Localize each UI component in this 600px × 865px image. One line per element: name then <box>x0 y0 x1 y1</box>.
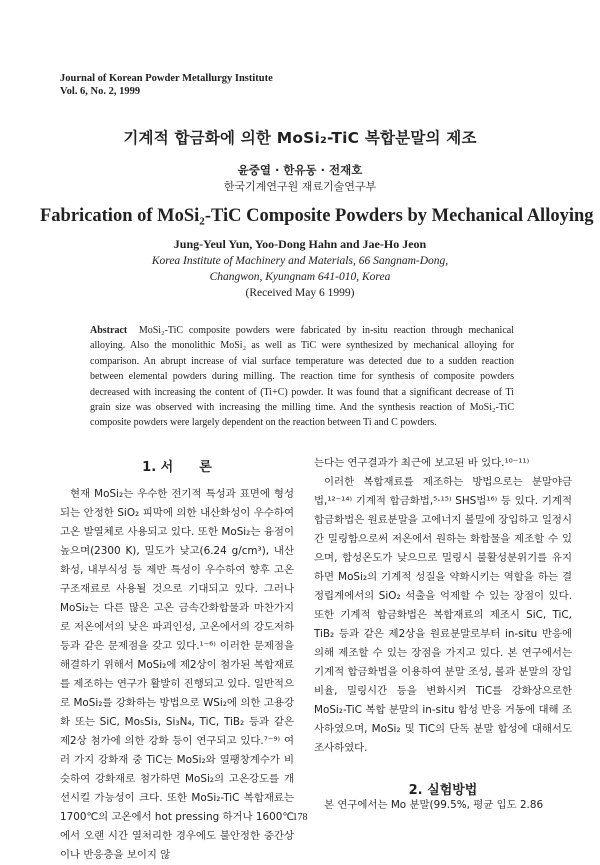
journal-name: Journal of Korean Powder Metallurgy Institute <box>60 73 273 84</box>
english-title: Fabrication of MoSi₂-TiC Composite Powders by Mechanical Alloying <box>40 206 594 226</box>
affiliation-line-2: Changwon, Kyungnam 641-010, Korea <box>209 271 391 283</box>
affiliation-line-1: Korea Institute of Machinery and Materials, 66 Sangnam-Dong, <box>151 255 449 267</box>
section-1-right-top: 는다는 연구결과가 최근에 보고된 바 있다.¹⁰⁻¹¹⁾ <box>314 457 530 469</box>
abstract-text: MoSi₂-TiC composite powders were fabricated by in-situ reaction through mechanical alloying. Also the monolithic MoSi₂ as well as TiC were synthesized by mechanical alloying for comparison. An abrupt increase of vial surface temperature was detected due to a sudden reaction between elemental powders during milling. The reaction time for synthesis of composite powders decreased with increasing the content of (Ti+C) powder. It was found that a significant decrease of Ti grain size was observed with increasing the milling time. And the synthesis reaction of MoSi₂-TiC composite powders were largely dependent on the reaction between Ti and C powders. <box>90 325 514 429</box>
section-2-title: 2. 실험방법 <box>408 783 478 798</box>
received-date: (Received May 6 1999) <box>245 287 355 299</box>
english-affiliation <box>40 253 560 285</box>
korean-title: 기계적 합금화에 의한 MoSi₂-TiC 복합분말의 제조 <box>123 129 477 147</box>
korean-affiliation: 한국기계연구원 재료기술연구부 <box>223 180 377 193</box>
section-1-title: 1. 서 론 <box>142 460 212 475</box>
section-1-right-text: 이러한 복합재료를 제조하는 방법으로는 분말야금법,¹²⁻¹⁴⁾ 기계적 합금화법,⁵·¹⁵⁾ SHS법¹⁶⁾ 등 있다. 기계적 합금화법은 원료분말을 고에너지 볼밀에 장입하고 일정시간 밀링함으로써 저온에서 원하는 화합물을 제조할 수 있으며, 합성온도가 낮으므로 밀링시 불활성분위기를 유지하면 MoSi₂의 기계적 성질을 약화시키는 역할을 하는 결정립계에서의 SiO₂ 석출을 억제할 수 있는 장점이 있다. 또한 기계적 합금화법은 복합재료의 제조시 SiC, TiC, TiB₂ 등과 같은 제2상을 원료분말로부터 in-situ 반응에 의해 제조할 수 있는 장점을 가지고 있다. 본 연구에서는 기계적 합금화법을 이용하여 분말 조성, 볼과 분말의 장입비율, 밀링시간 등을 변화시켜 TiC를 강화상으로한 MoSi₂-TiC 복합 분말의 in-situ 합성 반응 거동에 대해 조사하였으며, MoSi₂ 및 TiC의 단독 분말 합성에 대해서도 조사하였다. <box>314 476 572 754</box>
journal-volume: Vol. 6, No. 2, 1999 <box>60 86 141 97</box>
page-number: 178 <box>292 812 308 823</box>
abstract <box>90 323 514 431</box>
section-2-text: 본 연구에서는 Mo 분말(99.5%, 평균 입도 2.86 <box>324 799 544 811</box>
english-authors: Jung-Yeul Yun, Yoo-Dong Hahn and Jae-Ho Jeon <box>173 237 427 251</box>
section-1-left-text: 현재 MoSi₂는 우수한 전기적 특성과 표면에 형성되는 안정한 SiO₂ 피막에 의한 내산화성이 우수하여 고온 발열체로 사용되고 있다. 또한 MoSi₂는 융점이 높으며(2300 K), 밀도가 낮고(6.24 g/cm³), 내산화성, 내부식성 등 제반 특성이 우수하여 향후 고온 구조재료로 사용될 것으로 기대되고 있다. 그러나 MoSi₂는 다른 많은 고온 금속간화합물과 마찬가지로 저온에서의 낮은 파괴인성, 고온에서의 강도저하 등과 같은 문제점을 갖고 있다.¹⁻⁶⁾ 이러한 문제점을 해결하기 위해서 MoSi₂에 제2상이 첨가된 복합재료를 제조하는 연구가 활발히 진행되고 있다. 일반적으로 MoSi₂를 강화하는 방법으로 WSi₂에 의한 고용강화 또는 SiC, Mo₅Si₃, Si₃N₄, TiC, TiB₂ 등과 같은 제2상 첨가에 의한 강화 등이 연구되고 있다.⁷⁻⁹⁾ 여러 가지 강화재 중 TiC는 MoSi₂와 열팽창계수가 비슷하여 강화재로 첨가하면 MoSi₂의 고온강도를 개선시킬 가능성이 크다. 또한 MoSi₂-TiC 복합재료는 1700℃의 고온에서 hot pressing 하거나 1600℃에서 오랜 시간 열처리한 경우에도 불안정한 중간상이나 반응층을 보이지 않 <box>60 488 294 861</box>
korean-authors: 윤중열 · 한유동 · 전재호 <box>237 163 363 177</box>
abstract-label: Abstract <box>90 325 128 336</box>
journal-header <box>60 72 273 98</box>
